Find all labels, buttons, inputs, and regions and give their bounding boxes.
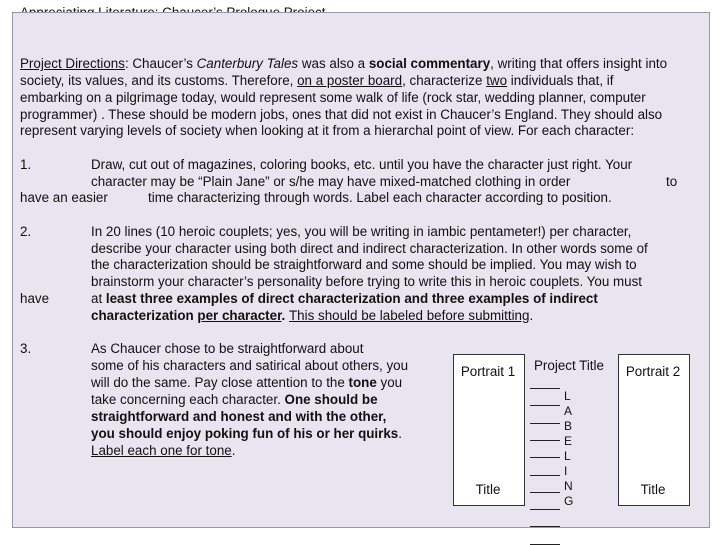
item-1-line: time characterizing through words. Label each character according to position. [148, 190, 612, 205]
label-blank-line [530, 440, 560, 441]
label-blank-line [530, 423, 560, 424]
title-left: Title [475, 482, 501, 497]
project-title-label: Project Title [534, 358, 604, 373]
label-blank-line [530, 405, 560, 406]
item-3-number: 3. [20, 341, 32, 356]
item-2-text: at [91, 291, 106, 306]
label-letter: L [564, 389, 571, 403]
item-1-number: 1. [20, 157, 32, 172]
directions-text: individuals that, if [507, 73, 614, 88]
item-2-text: . [529, 308, 534, 323]
item-1-line: Draw, cut out of magazines, coloring books, etc. until you have the character just right. Your [91, 157, 633, 172]
directions-line-2 [20, 73, 613, 90]
directions-text: : Chaucer’s [124, 56, 197, 71]
item-3-line: As Chaucer chose to be straightforward about [91, 341, 364, 356]
directions-line-4: programmer) . These should be modern jobs, ones that did not exist in Chaucer’s England. They should also [20, 107, 663, 122]
poster-board: on a poster board [297, 73, 403, 88]
label-blank-line [530, 457, 560, 458]
item-3-line [91, 426, 402, 443]
title-right: Title [640, 482, 666, 497]
directions-line-5: represent varying levels of society when looking at it from a hierarchal point of view. For each character: [20, 123, 635, 138]
social-commentary: social commentary [368, 56, 491, 71]
item-2-line: the characterization should be straightforward and some should be implied. You may wish to [91, 257, 637, 272]
item-1-line: character may be “Plain Jane” or s/he may have mixed-matched clothing in order [91, 174, 571, 189]
item-3-line [91, 375, 402, 392]
item-3-bold: you should enjoy poking fun of his or her quirks [91, 426, 399, 441]
label-letter: L [564, 449, 571, 463]
label-blank-line [530, 526, 560, 527]
item-3-text: you [376, 375, 403, 390]
item-3-text: take concerning each character. [91, 392, 285, 407]
item-3-bold: One should be [284, 392, 378, 407]
item-3-line [91, 392, 378, 409]
label-for-tone: Label each one for tone [91, 443, 232, 458]
item-3-line: straightforward and honest and with the other, [91, 409, 387, 424]
label-before-submitting: This should be labeled before submitting [289, 308, 530, 323]
item-2-line: brainstorm your character’s personality before trying to write this in heroic couplets. You must [91, 274, 643, 289]
item-3-line: some of his characters and satirical about others, you [91, 358, 409, 373]
label-letter: B [564, 419, 573, 433]
label-letter: E [564, 434, 573, 448]
label-letter: I [564, 464, 568, 478]
item-2-line: In 20 lines (10 heroic couplets; yes, you will be writing in iambic pentameter!) per character, [91, 224, 632, 239]
item-2-line [91, 291, 598, 308]
label-letter: A [564, 404, 573, 418]
item-2-line [91, 308, 533, 325]
directions-text: , writing that offers insight into [490, 56, 668, 71]
directions-line-3: embarking on a pilgrimage today, would represent some walk of life (rock star, wedding planner, computer [20, 90, 646, 105]
item-1-line: to [666, 174, 678, 189]
book-title: Canterbury Tales [196, 56, 299, 71]
label-blank-line [530, 388, 560, 389]
label-letter: G [564, 494, 574, 508]
item-3-text: will do the same. Pay close attention to the [91, 375, 349, 390]
item-3-line [91, 443, 235, 460]
label-letter: N [564, 479, 573, 493]
item-2-bold: . [281, 308, 289, 323]
directions-text: , characterize [402, 73, 487, 88]
item-2-have: have [20, 291, 50, 306]
item-3-text: . [231, 443, 236, 458]
item-1-line: have an easier [20, 190, 108, 205]
item-2-bold: least three examples of direct characterization and three examples of indirect [105, 291, 598, 306]
two-underlined: two [486, 73, 508, 88]
directions-line-1 [20, 56, 667, 73]
directions-text: was also a [298, 56, 369, 71]
directions-label: Project Directions [20, 56, 125, 71]
label-blank-line [530, 492, 560, 493]
portrait-1-label: Portrait 1 [460, 364, 516, 379]
portrait-2-label: Portrait 2 [625, 364, 681, 379]
item-2-bold: characterization [91, 308, 198, 323]
label-blank-line [530, 475, 560, 476]
item-2-number: 2. [20, 224, 32, 239]
directions-text: society, its values, and its customs. Therefore, [20, 73, 298, 88]
item-3-text: . [398, 426, 402, 441]
tone-bold: tone [348, 375, 377, 390]
item-2-line: describe your character using both direct and indirect characterization. In other words some of [91, 241, 648, 256]
label-blank-line [530, 509, 560, 510]
per-character: per character [197, 308, 282, 323]
